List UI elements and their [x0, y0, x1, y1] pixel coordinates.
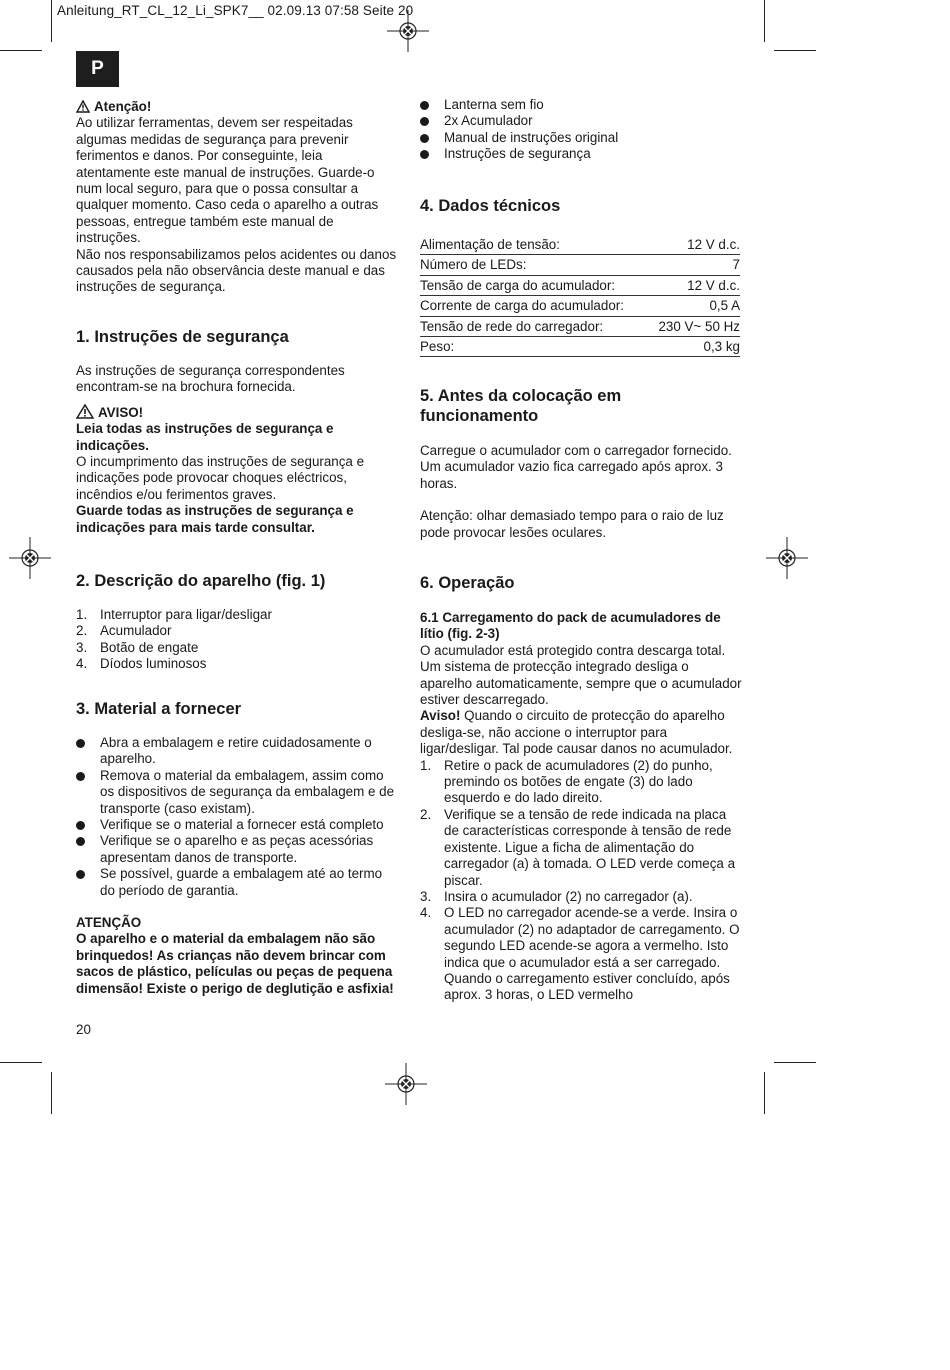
crop-mark	[764, 0, 765, 42]
list-item: 3. Botão de engate	[76, 639, 199, 655]
list-item: Remova o material da embalagem, assim como os dispositivos de segurança da embalagem e de transporte (caso existam).	[76, 768, 398, 817]
atencao-title: ATENÇÃO	[76, 915, 142, 930]
language-badge: P	[76, 51, 119, 87]
crop-mark	[0, 50, 42, 51]
section-2-heading: 2. Descrição do aparelho (fig. 1)	[76, 572, 326, 590]
list-item: Instruções de segurança	[420, 146, 742, 162]
attention-title-text: Atenção!	[94, 99, 152, 114]
list-item: 4. O LED no carregador acende-se a verde. Insira o acumulador (2) no adaptador de carregamento. O segundo LED acende-se agora a vermelho. Isto indica que o acumulador está a ser carregado. Quando o carregamento estiver concluído, após aprox. 3 horas, o LED vermelho	[420, 905, 740, 1003]
section-6-body	[420, 610, 742, 1004]
list-item: Verifique se o aparelho e as peças acessórias apresentam danos de transporte.	[76, 833, 398, 866]
section-6-heading: 6. Operação	[420, 574, 515, 592]
warning-triangle-icon	[76, 100, 90, 113]
section-4-heading: 4. Dados técnicos	[420, 197, 561, 215]
list-item: 2x Acumulador	[420, 113, 742, 129]
section-1-body	[76, 363, 398, 536]
crop-mark	[0, 1062, 42, 1063]
attention-body: Ao utilizar ferramentas, devem ser respeitadas algumas medidas de segurança para prevenir ferimentos e danos. Por conseguinte, leia atentamente este manual de instruções. Guarde-o num local seguro, para que o possa consultar a qualquer momento. Caso ceda o aparelho a outras pessoas, entregue também este manual de instruções.	[76, 115, 379, 246]
section-1-heading: 1. Instruções de segurança	[76, 328, 289, 346]
delivery-steps-list	[76, 735, 398, 899]
list-item: Manual de instruções original	[420, 130, 742, 146]
registration-mark-icon	[387, 10, 429, 52]
section-5-p2: Atenção: olhar demasiado tempo para o raio de luz pode provocar lesões oculares.	[420, 508, 724, 540]
print-header: Anleitung_RT_CL_12_Li_SPK7__ 02.09.13 07:58 Seite 20	[57, 3, 414, 18]
section-6-1-heading: 6.1 Carregamento do pack de acumuladores de lítio (fig. 2-3)	[420, 610, 721, 642]
table-row: Alimentação de tensão: 12 V d.c.	[420, 235, 740, 255]
crop-mark	[774, 50, 816, 51]
list-item: 2. Verifique se a tensão de rede indicada na placa de características corresponde à tensão de rede existente. Ligue a ficha de alimentação do carregador (a) à tomada. O LED verde começa a piscar.	[420, 806, 736, 888]
table-row: Peso: 0,3 kg	[420, 337, 740, 357]
section-1-intro: As instruções de segurança correspondentes encontram-se na brochura fornecida.	[76, 363, 345, 395]
section-5-heading: 5. Antes da colocação em funcionamento	[420, 387, 622, 425]
section-6-aviso: Aviso! Quando o circuito de protecção do aparelho desliga-se, não accione o interruptor para ligar/desligar. Tal pode causar danos no acumulador.	[420, 708, 733, 757]
list-item: Se possível, guarde a embalagem até ao termo do período de garantia.	[76, 866, 398, 899]
section-5-body	[420, 443, 742, 541]
attention-block	[76, 99, 398, 296]
list-item: 3. Insira o acumulador (2) no carregador (a).	[420, 888, 693, 904]
aviso-bold-2: Guarde todas as instruções de segurança e indicações para mais tarde consultar.	[76, 503, 354, 535]
list-item: 1. Retire o pack de acumuladores (2) do punho, premindo os botões de engate (3) do lado esquerdo e do lado direito.	[420, 757, 713, 806]
section-3-heading: 3. Material a fornecer	[76, 700, 242, 718]
crop-mark	[764, 1072, 765, 1114]
aviso-text: O incumprimento das instruções de segurança e indicações pode provocar choques eléctricos, incêndios e/ou ferimentos graves.	[76, 454, 365, 502]
crop-mark	[51, 0, 52, 42]
list-item: Abra a embalagem e retire cuidadosamente o aparelho.	[76, 735, 398, 768]
list-item: 4. Díodos luminosos	[76, 656, 207, 672]
atencao-block	[76, 915, 398, 997]
section-6-p1: O acumulador está protegido contra descarga total. Um sistema de protecção integrado desliga o aparelho automaticamente, sempre que o acumulador estiver descarregado.	[420, 642, 742, 708]
list-item: 1. Interruptor para ligar/desligar	[76, 607, 272, 622]
list-item: Lanterna sem fio	[420, 97, 742, 113]
table-row: Tensão de carga do acumulador: 12 V d.c.	[420, 275, 740, 295]
aviso-title-text: AVISO!	[98, 404, 144, 420]
table-row: Corrente de carga do acumulador: 0,5 A	[420, 296, 740, 316]
table-row: Número de LEDs: 7	[420, 255, 740, 275]
page-number: 20	[76, 1022, 91, 1037]
aviso-bold-1: Leia todas as instruções de segurança e indicações.	[76, 421, 334, 453]
table-row: Tensão de rede do carregador: 230 V~ 50 Hz	[420, 316, 740, 336]
attention-body-2: Não nos responsabilizamos pelos acidentes ou danos causados pela não observância deste manual e das instruções de segurança.	[76, 246, 397, 295]
crop-mark	[51, 1072, 52, 1114]
list-item: 2. Acumulador	[76, 623, 172, 639]
atencao-text: O aparelho e o material da embalagem não são brinquedos! As crianças não devem brincar com sacos de plástico, películas ou peças de pequena dimensão! Existe o perigo de deglutição e asfixia!	[76, 931, 394, 996]
device-description-list	[76, 607, 398, 673]
technical-data-table	[420, 235, 740, 357]
registration-mark-icon	[385, 1063, 427, 1105]
warning-triangle-icon	[76, 404, 94, 419]
attention-title	[76, 99, 398, 115]
delivery-contents-list	[420, 97, 742, 163]
crop-mark	[774, 1062, 816, 1063]
registration-mark-icon	[9, 537, 51, 579]
list-item: Verifique se o material a fornecer está completo	[76, 817, 398, 833]
charging-steps-list	[420, 758, 742, 1004]
registration-mark-icon	[766, 537, 808, 579]
aviso-title	[76, 404, 398, 421]
section-5-p1: Carregue o acumulador com o carregador fornecido. Um acumulador vazio fica carregado após aprox. 3 horas.	[420, 443, 732, 491]
